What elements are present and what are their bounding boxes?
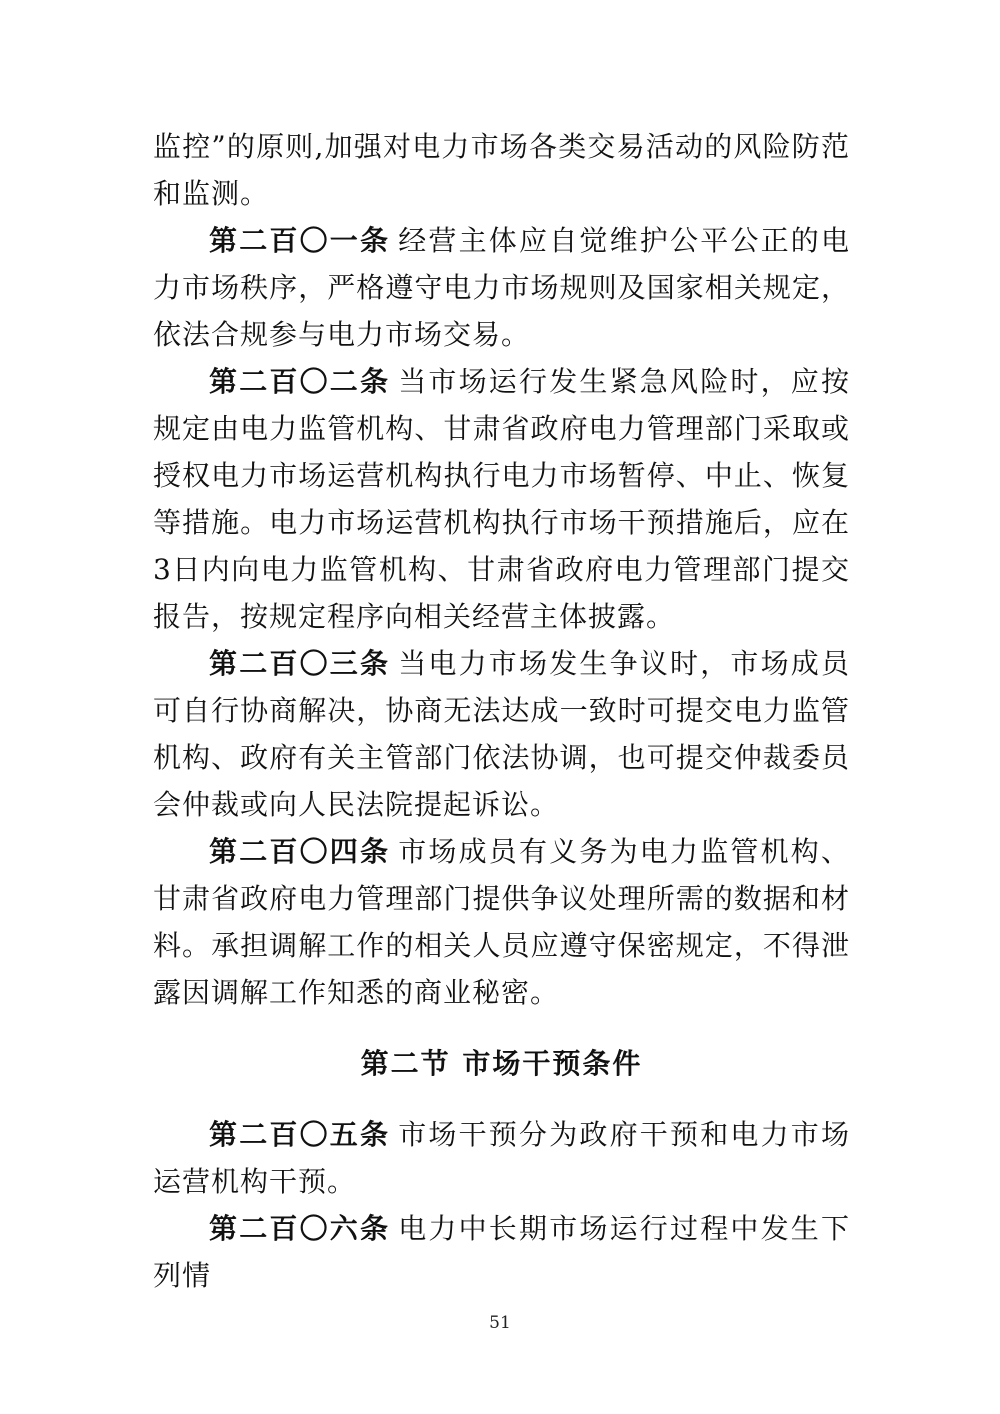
article-204 [153, 828, 850, 1016]
article-201 [153, 217, 850, 358]
article-number: 第二百〇六条 [209, 1212, 391, 1245]
article-number: 第二百〇五条 [209, 1118, 391, 1151]
paragraph-continuation [153, 123, 850, 217]
article-number: 第二百〇四条 [209, 835, 391, 868]
article-203 [153, 640, 850, 828]
article-text: 当市场运行发生紧急风险时，应按规定由电力监管机构、甘肃省政府电力管理部门采取或授权电力市场运营机构执行电力市场暂停、中止、恢复等措施。电力市场运营机构执行市场干预措施后，应在3日内向电力监管机构、甘肃省政府电力管理部门提交报告，按规定程序向相关经营主体披露。 [153, 365, 850, 633]
article-206 [153, 1205, 850, 1299]
article-number: 第二百〇一条 [209, 224, 391, 257]
article-text: 当电力市场发生争议时，市场成员可自行协商解决，协商无法达成一致时可提交电力监管机构、政府有关主管部门依法协调，也可提交仲裁委员会仲裁或向人民法院提起诉讼。 [153, 647, 850, 821]
article-text: 市场成员有义务为电力监管机构、甘肃省政府电力管理部门提供争议处理所需的数据和材料。承担调解工作的相关人员应遵守保密规定，不得泄露因调解工作知悉的商业秘密。 [153, 835, 850, 1009]
article-205 [153, 1111, 850, 1205]
paragraph-text: 监控”的原则,加强对电力市场各类交易活动的风险防范和监测。 [153, 130, 850, 210]
article-text: 电力中长期市场运行过程中发生下列情 [153, 1212, 850, 1292]
article-number: 第二百〇三条 [209, 647, 391, 680]
body-text [153, 123, 850, 1299]
section-heading: 第二节 市场干预条件 [360, 1047, 643, 1080]
page-number: 51 [489, 1313, 511, 1333]
article-text: 市场干预分为政府干预和电力市场运营机构干预。 [153, 1118, 850, 1198]
article-text: 经营主体应自觉维护公平公正的电力市场秩序，严格遵守电力市场规则及国家相关规定，依法合规参与电力市场交易。 [153, 224, 850, 351]
article-202 [153, 358, 850, 640]
article-number: 第二百〇二条 [209, 365, 391, 398]
